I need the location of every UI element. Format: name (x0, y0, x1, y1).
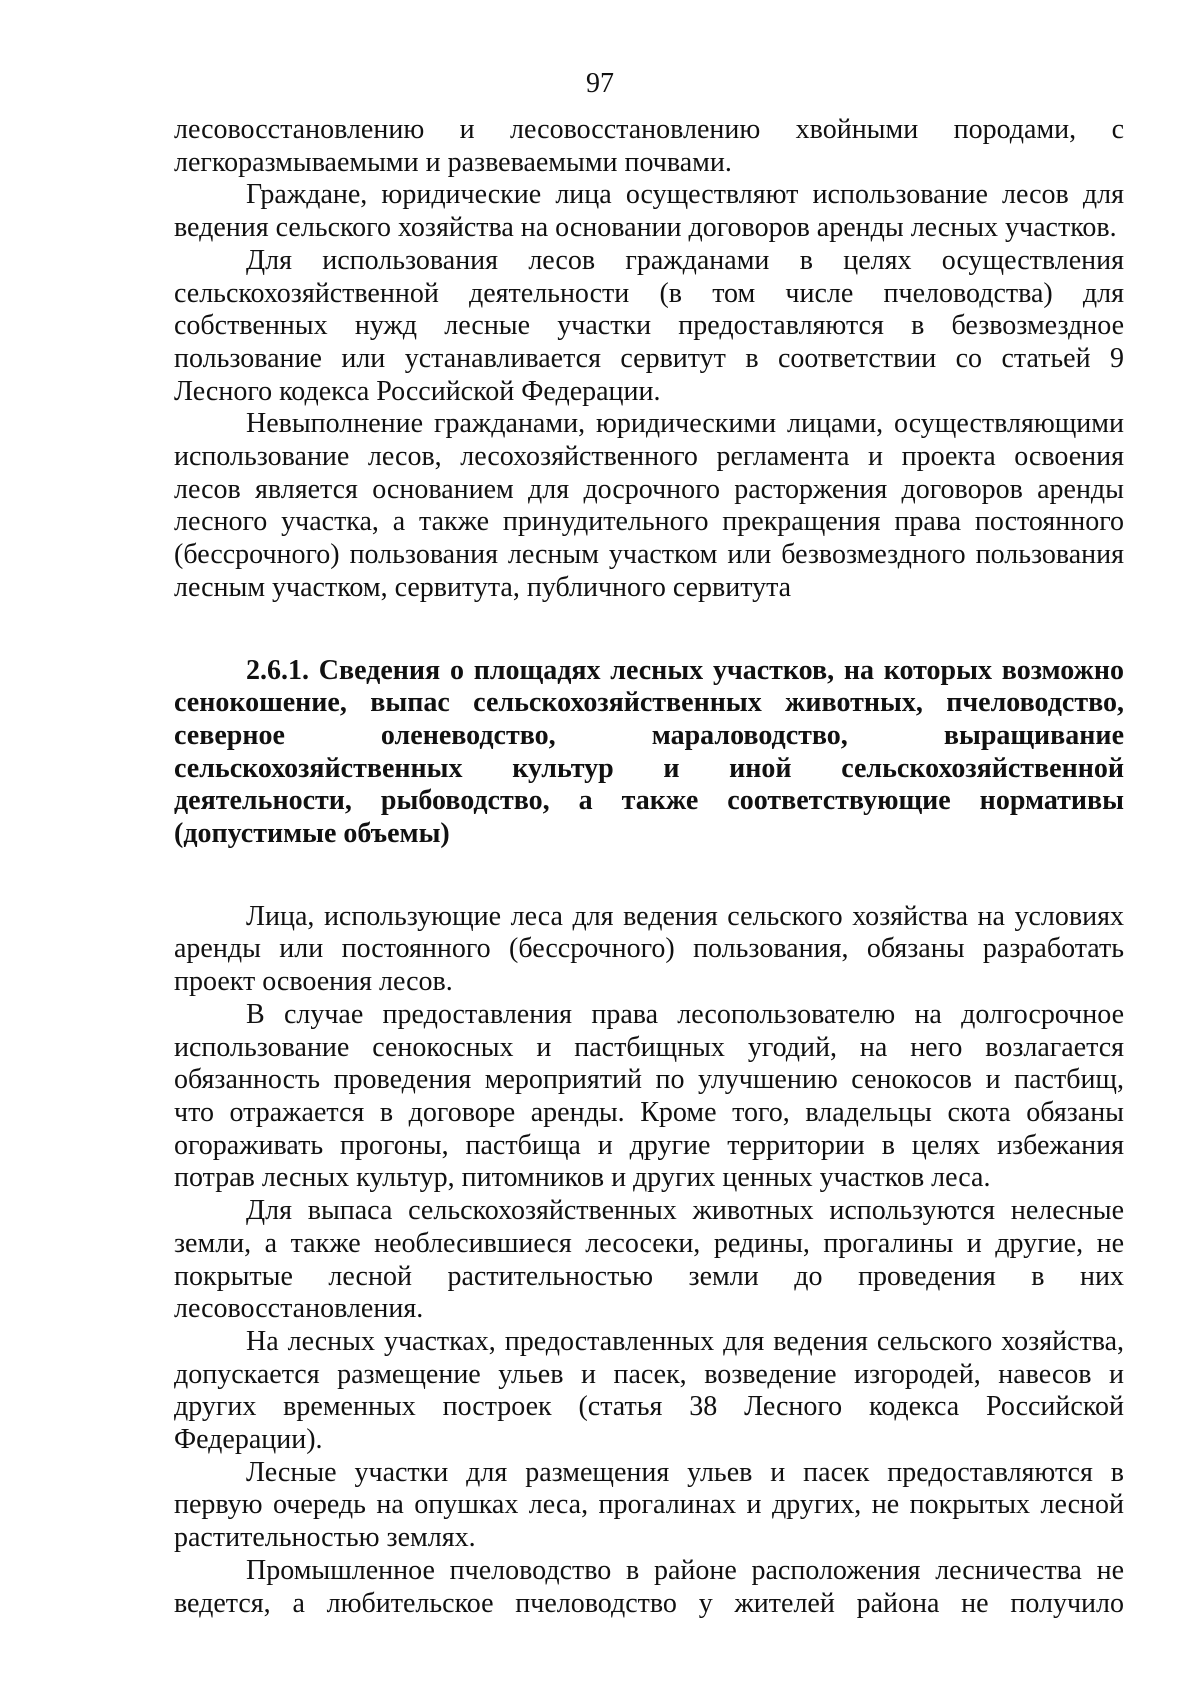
paragraph-beekeeping: Промышленное пчеловодство в районе расположения лесничества не ведется, а любительское пчеловодство у жителей района не получило (174, 1554, 1124, 1619)
paragraph-continuation: лесовосстановлению и лесовосстановлению хвойными породами, с легкоразмываемыми и развеваемыми почвами. (174, 114, 1124, 178)
paragraph-non-compliance: Невыполнение гражданами, юридическими лицами, осуществляющими использование лесов, лесохозяйственного регламента и проекта освоения лесов является основанием для досрочного расторжения договоров аренды лесного участка, а также принудительного прекращения права постоянного (бессрочного) пользования лесным участком или безвозмездного пользования лесным участком, сервитута, публичного сервитута (174, 408, 1124, 603)
document-body (174, 114, 1124, 1620)
page-number: 97 (586, 68, 614, 99)
paragraph-grazing-lands: Для выпаса сельскохозяйственных животных используются нелесные земли, а также необлесившиеся лесосеки, редины, прогалины и другие, не покрытые лесной растительностью земли до проведения в них лесовосстановления. (174, 1195, 1124, 1325)
paragraph-free-use: Для использования лесов гражданами в целях осуществления сельскохозяйственной деятельности (в том числе пчеловодства) для собственных нужд лесные участки предоставляются в безвозмездное пользование или устанавливается сервитут в соответствии со статьей 9 Лесного кодекса Российской Федерации. (174, 244, 1124, 407)
paragraph-hives-placement: На лесных участках, предоставленных для ведения сельского хозяйства, допускается размещение ульев и пасек, возведение изгородей, навесов и других временных построек (статья 38 Лесного кодекса Российской Федерации). (174, 1325, 1124, 1456)
paragraph-development-project: Лица, использующие леса для ведения сельского хозяйства на условиях аренды или постоянного (бессрочного) пользования, обязаны разработать проект освоения лесов. (174, 900, 1124, 998)
paragraph-citizens-lease: Граждане, юридические лица осуществляют использование лесов для ведения сельского хозяйства на основании договоров аренды лесных участков. (174, 179, 1124, 244)
section-heading-2-6-1: 2.6.1. Сведения о площадях лесных участков, на которых возможно сенокошение, выпас сельскохозяйственных животных, пчеловодство, северное оленеводство, мараловодство, выращивание сельскохозяйственных культур и иной сельскохозяйственной деятельности, рыбоводство, а также соответствующие нормативы (допустимые объемы) (174, 654, 1124, 850)
paragraph-hayfields-pastures: В случае предоставления права лесопользователю на долгосрочное использование сенокосных и пастбищных угодий, на него возлагается обязанность проведения мероприятий по улучшению сенокосов и пастбищ, что отражается в договоре аренды. Кроме того, владельцы скота обязаны огораживать прогоны, пастбища и другие территории в целях избежания потрав лесных культур, питомников и других ценных участков леса. (174, 998, 1124, 1194)
paragraph-hive-sites: Лесные участки для размещения ульев и пасек предоставляются в первую очередь на опушках леса, прогалинах и других, не покрытых лесной растительностью землях. (174, 1456, 1124, 1554)
